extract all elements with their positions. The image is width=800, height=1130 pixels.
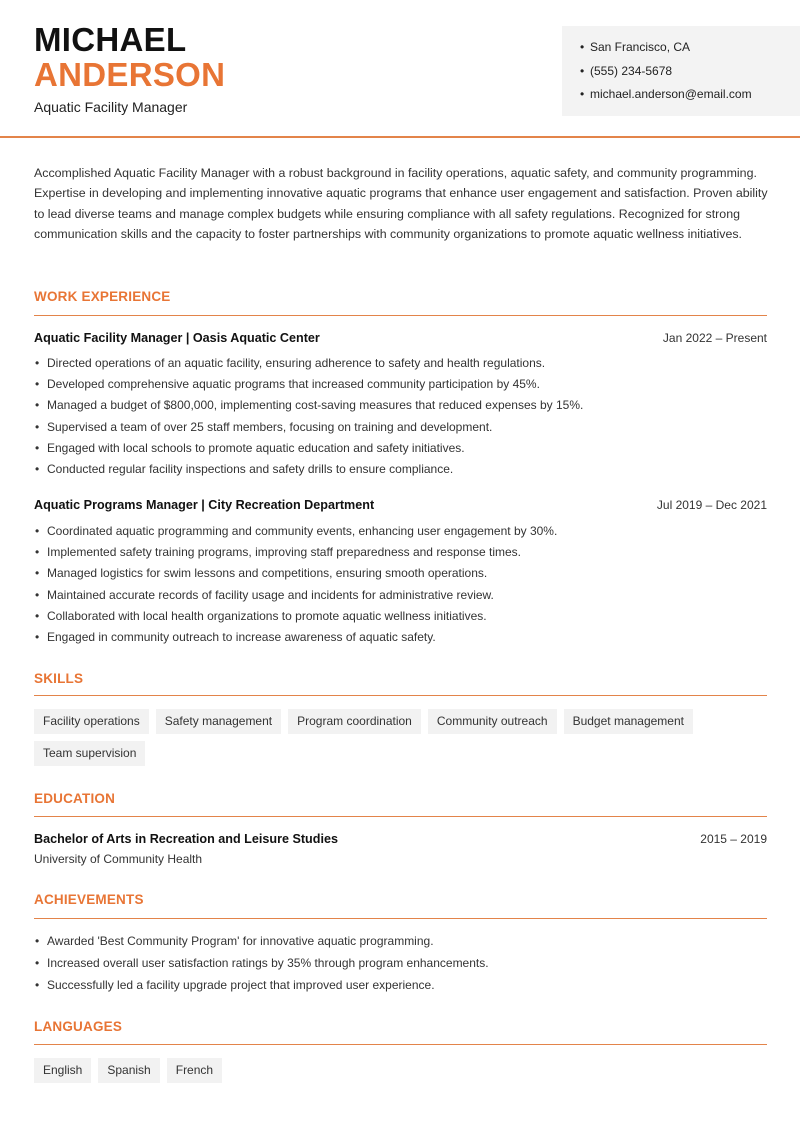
language-chip: English [34,1058,91,1083]
section-rule [34,816,767,817]
skills-list [34,709,767,773]
education-school: University of Community Health [34,852,203,866]
list-item: • Successfully led a facility upgrade project that improved user experience. [34,978,767,1000]
list-item: • Directed operations of an aquatic facility, ensuring adherence to safety and health regulations. [34,356,767,377]
language-chip: Spanish [98,1058,159,1083]
first-name: MICHAEL [34,21,187,58]
skill-chip: Safety management [156,709,281,734]
contact-location: • San Francisco, CA [582,40,800,64]
job-1-title: Aquatic Facility Manager | Oasis Aquatic Center [34,331,320,345]
job-2-dates: Jul 2019 – Dec 2021 [656,498,767,512]
job-2-bullets [34,524,767,651]
contact-email: • michael.anderson@email.com [582,87,800,111]
list-item: • Implemented safety training programs, improving staff preparedness and response times. [34,545,767,566]
achievements-list [34,934,767,1000]
last-name: ANDERSON [34,56,226,93]
section-rule [34,918,767,919]
section-title-work: WORK EXPERIENCE [34,289,171,304]
job-2-title: Aquatic Programs Manager | City Recreation Department [34,498,375,512]
summary: Accomplished Aquatic Facility Manager with a robust background in facility operations, aquatic safety, and community programming. Expertise in developing and implementing innovative aquatic programs that enhance user engagement and satisfaction. Proven ability to lead diverse teams and manage complex budgets while ensuring compliance with all safety regulations. Recognized for strong communication skills and the capacity to foster partnerships with community organizations to promote aquatic wellness initiatives. [34,166,768,242]
section-rule [34,1044,767,1045]
language-chip: French [167,1058,222,1083]
list-item: • Engaged in community outreach to increase awareness of aquatic safety. [34,630,767,651]
contact-phone: • (555) 234-5678 [582,64,800,88]
list-item: • Conducted regular facility inspections and safety drills to ensure compliance. [34,462,767,483]
section-title-skills: SKILLS [34,671,84,686]
list-item: • Developed comprehensive aquatic programs that increased community participation by 45%. [34,377,767,398]
contact-box [562,26,800,116]
job-1-bullets [34,356,767,483]
education-dates: 2015 – 2019 [700,832,767,846]
section-rule [34,695,767,696]
languages-list [34,1058,767,1090]
section-title-education: EDUCATION [34,791,116,806]
skill-chip: Facility operations [34,709,149,734]
job-1-dates: Jan 2022 – Present [662,331,767,345]
resume-header [0,0,800,138]
list-item: • Supervised a team of over 25 staff members, focusing on training and development. [34,420,767,441]
skill-chip: Community outreach [428,709,557,734]
skill-chip: Team supervision [34,741,145,766]
list-item: • Awarded 'Best Community Program' for innovative aquatic programming. [34,934,767,956]
education-degree: Bachelor of Arts in Recreation and Leisure Studies [34,832,338,846]
skill-chip: Program coordination [288,709,421,734]
section-title-languages: LANGUAGES [34,1019,123,1034]
section-title-achievements: ACHIEVEMENTS [34,892,144,907]
job-title: Aquatic Facility Manager [34,99,188,115]
list-item: • Engaged with local schools to promote aquatic education and safety initiatives. [34,441,767,462]
list-item: • Managed logistics for swim lessons and competitions, ensuring smooth operations. [34,566,767,587]
list-item: • Managed a budget of $800,000, implementing cost-saving measures that reduced expenses by 15%. [34,398,767,419]
list-item: • Increased overall user satisfaction ratings by 35% through program enhancements. [34,956,767,978]
skill-chip: Budget management [564,709,693,734]
list-item: • Maintained accurate records of facility usage and incidents for administrative review. [34,588,767,609]
list-item: • Collaborated with local health organizations to promote aquatic wellness initiatives. [34,609,767,630]
section-rule [34,315,767,316]
list-item: • Coordinated aquatic programming and community events, enhancing user engagement by 30%. [34,524,767,545]
